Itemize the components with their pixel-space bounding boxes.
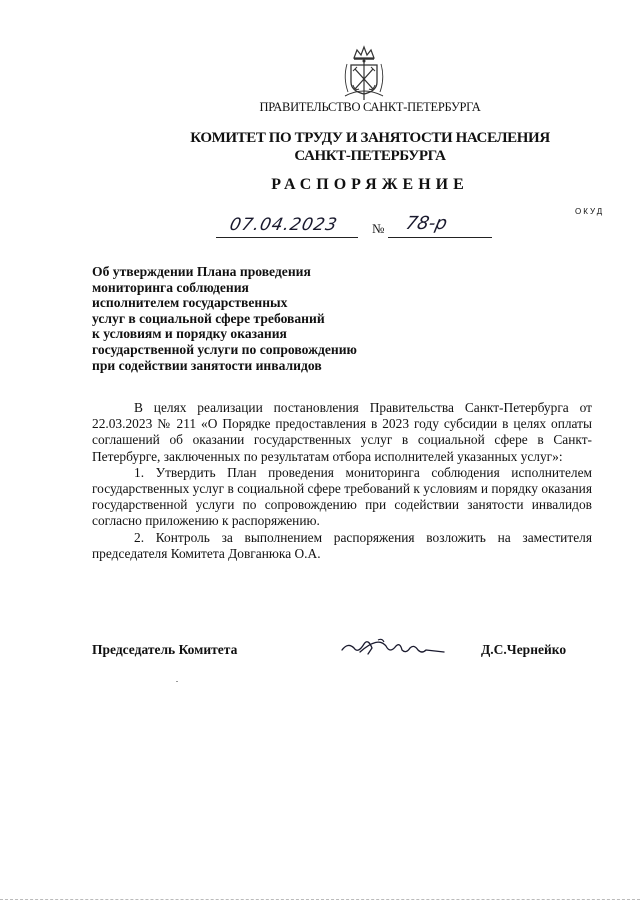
title-line: к условиям и порядку оказания xyxy=(92,326,287,342)
committee-name-line-2: САНКТ-ПЕТЕРБУРГА xyxy=(294,148,446,164)
coat-of-arms-icon xyxy=(340,44,388,102)
body-paragraph-preamble: В целях реализации постановления Правительства Санкт-Петербурга от 22.03.2023 № 211 «О Порядке предоставления в 2023 году субсидии в целях оплаты соглашений об оказании государственных услуг в социальной сфере в Санкт-Петербурге, заключенных по результатам отбора исполнителей указанных услуг»: xyxy=(92,400,592,464)
signer-name: Д.С.Чернейко xyxy=(481,642,567,657)
committee-name-line-1: КОМИТЕТ ПО ТРУДУ И ЗАНЯТОСТИ НАСЕЛЕНИЯ xyxy=(190,130,550,146)
scan-mark xyxy=(176,681,178,682)
government-name: ПРАВИТЕЛЬСТВО САНКТ-ПЕТЕРБУРГА xyxy=(259,100,481,114)
title-line: при содействии занятости инвалидов xyxy=(92,357,322,373)
signer-position: Председатель Комитета xyxy=(92,642,238,657)
document-number: 78-р xyxy=(403,213,450,234)
signature-icon xyxy=(338,632,452,666)
document-date: 07.04.2023 xyxy=(227,215,340,235)
document-title xyxy=(92,264,422,373)
number-sign: № xyxy=(372,221,385,236)
okud-label: ОКУД xyxy=(575,207,605,216)
title-line: мониторинга соблюдения xyxy=(92,279,249,295)
title-line: государственной услуги по сопровождению xyxy=(92,341,357,357)
title-line: исполнителем государственных xyxy=(92,295,288,311)
document-body xyxy=(92,400,592,562)
number-underline xyxy=(388,237,492,238)
title-line: Об утверждении Плана проведения xyxy=(92,264,311,279)
committee-name xyxy=(0,129,640,165)
page-bottom-edge xyxy=(0,899,640,900)
title-line: услуг в социальной сфере требований xyxy=(92,310,325,326)
body-paragraph-item-2: 2. Контроль за выполнением распоряжения возложить на заместителя председателя Комитета Довганюка О.А. xyxy=(92,529,592,561)
date-underline xyxy=(216,237,358,238)
document-type: РАСПОРЯЖЕНИЕ xyxy=(271,176,469,193)
body-paragraph-item-1: 1. Утвердить План проведения мониторинга соблюдения исполнителем государственных услуг в социальной сфере требований к условиям и порядку оказания государственной услуги по сопровождению при содействии занятости инвалидов согласно приложению к распоряжению. xyxy=(92,464,592,529)
